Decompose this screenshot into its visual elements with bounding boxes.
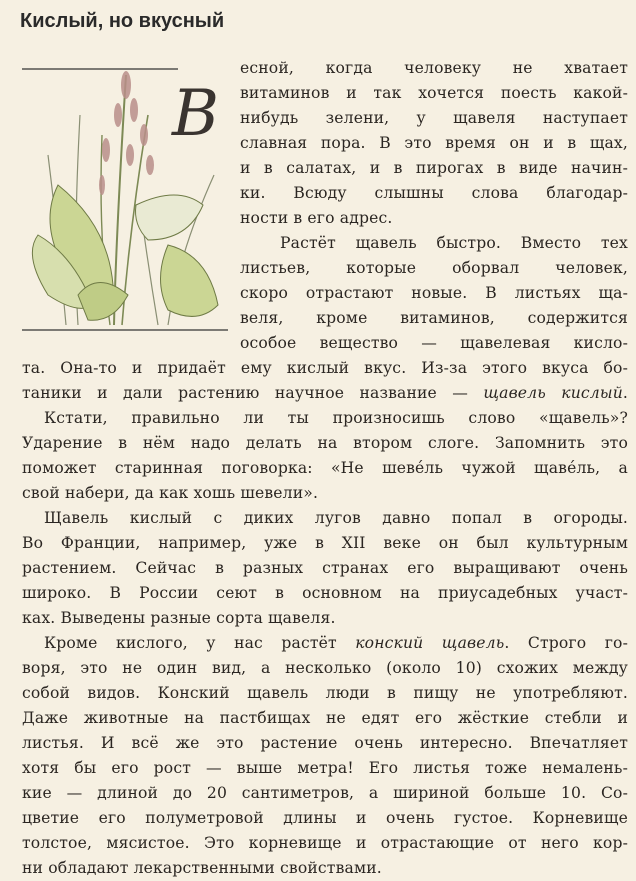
text-span: свой набери, да как хошь шевели».: [22, 484, 319, 502]
text-span: Ударение в нём надо делать на втором слоге. Запомнить это: [22, 434, 628, 452]
text-span: славная пора. В это время он и в щах,: [240, 134, 628, 152]
text-line: [240, 56, 628, 81]
text-line: [22, 706, 628, 731]
text-span: толстое, мясистое. Это корневище и отрастающие от него кор-: [22, 834, 628, 852]
text-line: [240, 106, 628, 131]
text-span: особое вещество — щавелевая кисло-: [240, 334, 628, 352]
italic-term: щавель кислый: [483, 384, 623, 402]
text-line: [240, 206, 440, 231]
text-span: воря, это не один вид, а несколько (около 10) схожих между: [22, 659, 628, 677]
text-line: [22, 731, 628, 756]
text-span: листьев, которые оборвал человек,: [240, 259, 628, 277]
text-span: Даже животные на пастбищах не едят его жёсткие стебли и: [22, 709, 628, 727]
text-span: поможет старинная поговорка: «Не шеве́ль чужой щаве́ль, а: [22, 459, 628, 477]
text-span: и в салатах, и в пирогах в виде начин-: [240, 159, 628, 177]
text-line: [240, 256, 628, 281]
text-span: есной, когда человеку не хватает: [240, 59, 628, 77]
text-span: растением. Сейчас в разных странах его выращивают очень: [22, 559, 628, 577]
text-span: Кстати, правильно ли ты произносишь слово «щавель»?: [44, 409, 628, 427]
text-line: [240, 156, 628, 181]
text-span: Кроме кислого, у нас растёт: [44, 634, 356, 652]
text-line: [44, 406, 628, 431]
text-span: Во Франции, например, уже в XII веке он был культурным: [22, 534, 628, 552]
drop-cap: В: [172, 77, 220, 151]
text-line: [240, 331, 628, 356]
text-line: [22, 381, 628, 406]
text-line: [280, 231, 628, 256]
text-line: [22, 481, 402, 506]
text-span: та. Она-то и придаёт ему кислый вкус. Из-за этого вкуса бо-: [22, 359, 628, 377]
text-line: [22, 831, 628, 856]
text-span: цветие его полуметровой длины и очень густое. Корневище: [22, 809, 628, 827]
text-line: [22, 756, 628, 781]
text-span: веля, кроме витаминов, содержится: [240, 309, 628, 327]
text-line: [22, 606, 402, 631]
text-line: [22, 581, 628, 606]
page-title: Кислый, но вкусный: [20, 10, 225, 32]
text-line: [22, 356, 628, 381]
text-line: [240, 181, 628, 206]
text-span: ни обладают лекарственными свойствами.: [22, 859, 382, 877]
text-span: ности в его адрес.: [240, 209, 393, 227]
text-line: [22, 781, 628, 806]
text-line: [22, 856, 442, 881]
text-span: . Строго го-: [504, 634, 628, 652]
text-span: хотя бы его рост — выше метра! Его листья тоже немалень-: [22, 759, 628, 777]
text-line: [22, 806, 628, 831]
text-span: нибудь зелени, у щавеля наступает: [240, 109, 628, 127]
text-span: Растёт щавель быстро. Вместо тех: [280, 234, 628, 252]
italic-term: конский щавель: [355, 634, 505, 652]
text-line: [22, 431, 628, 456]
text-line: [240, 306, 628, 331]
text-span: витаминов и так хочется поесть какой-: [240, 84, 628, 102]
text-line: [240, 131, 628, 156]
text-span: кие — длиной до 20 сантиметров, а шириной больше 10. Со-: [22, 784, 628, 802]
text-line: [22, 681, 628, 706]
text-span: Щавель кислый с диких лугов давно попал в огороды.: [44, 509, 628, 527]
text-span: .: [622, 384, 628, 402]
text-line: [44, 506, 628, 531]
text-line: [240, 81, 628, 106]
text-span: листья. И всё же это растение очень интересно. Впечатляет: [22, 734, 628, 752]
text-span: широко. В России сеют в основном на приусадебных участ-: [22, 584, 628, 602]
text-line: [22, 456, 628, 481]
text-span: собой видов. Конский щавель люди в пищу не употребляют.: [22, 684, 628, 702]
text-span: ках. Выведены разные сорта щавеля.: [22, 609, 336, 627]
text-span: скоро отрастают новые. В листьях ща-: [240, 284, 628, 302]
text-span: ки. Всюду слышны слова благодар-: [240, 184, 628, 202]
text-line: [22, 556, 628, 581]
text-line: [22, 656, 628, 681]
text-span: таники и дали растению научное название —: [22, 384, 484, 402]
text-line: [22, 531, 628, 556]
text-line: [240, 281, 628, 306]
text-line: [44, 631, 628, 656]
